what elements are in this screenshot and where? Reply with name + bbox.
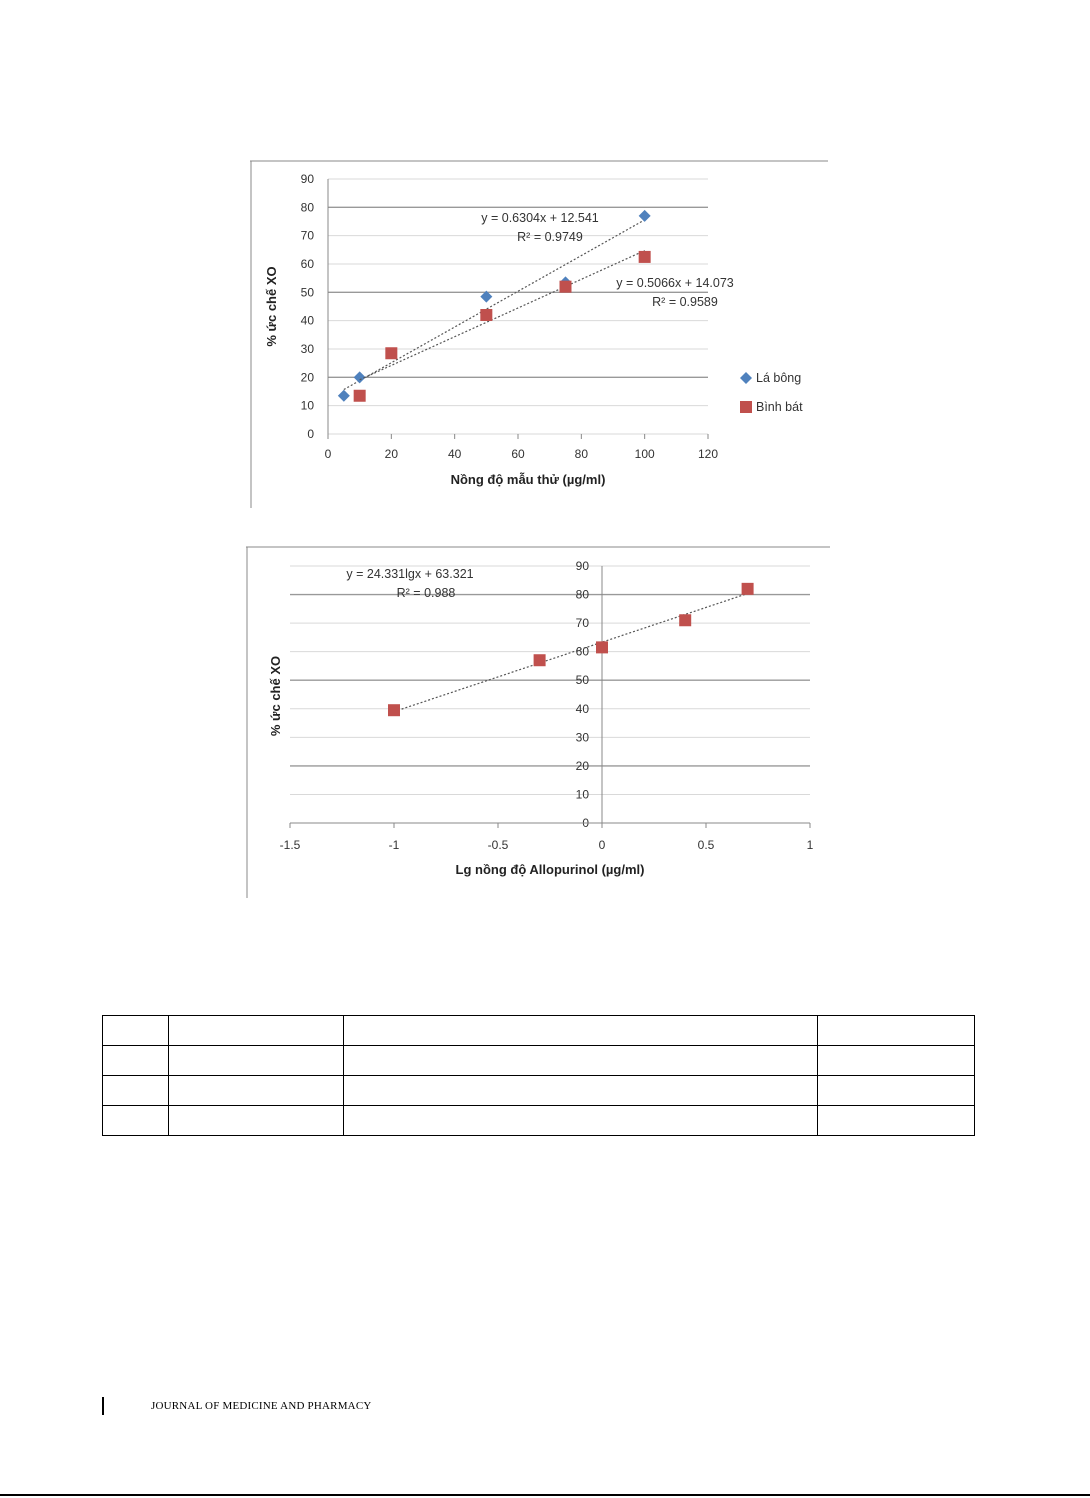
chart1-equation-0: y = 0.6304x + 12.541 <box>481 211 599 225</box>
chart2-r2: R² = 0.988 <box>396 586 456 600</box>
table-row <box>103 1106 975 1136</box>
journal-footer: JOURNAL OF MEDICINE AND PHARMACY <box>151 1400 372 1412</box>
chart2-x-tick-label: 0 <box>598 838 606 852</box>
chart2-point <box>679 614 691 626</box>
chart2-point <box>596 641 608 653</box>
chart1-y-tick-label: 20 <box>300 370 314 385</box>
chart2-x-tick-label: -1.5 <box>279 838 301 852</box>
chart1-point-series-1 <box>385 347 397 359</box>
chart1-x-axis-label: Nồng độ mẫu thử (µg/ml) <box>450 472 606 487</box>
chart1-point-series-1 <box>560 281 572 293</box>
chart1-point-series-0 <box>639 210 651 222</box>
chart1-y-tick-label: 70 <box>300 228 314 243</box>
chart1-r2-0: R² = 0.9749 <box>517 230 583 244</box>
chart1-trendline-1 <box>360 251 645 380</box>
chart2-point <box>388 704 400 716</box>
chart1-trendline-0 <box>344 220 645 390</box>
chart2-y-tick-label: 0 <box>582 816 589 830</box>
chart2-y-tick-label: 40 <box>575 701 589 716</box>
chart1-x-tick-label: 80 <box>574 447 589 461</box>
chart1-y-tick-label: 10 <box>300 398 314 413</box>
chart1-legend-marker-0 <box>740 372 752 384</box>
chart1-y-axis-label: % ức chế XO <box>264 266 279 347</box>
chart-inhibition-vs-log-allopurinol <box>246 546 832 900</box>
table-cell <box>818 1016 975 1046</box>
chart2-y-tick-label: 10 <box>575 787 589 802</box>
chart2-point <box>534 654 546 666</box>
chart2-x-tick-label: -0.5 <box>487 838 509 852</box>
chart1-x-tick-label: 40 <box>447 447 462 461</box>
chart2-y-tick-label: 80 <box>575 587 589 602</box>
chart1-point-series-1 <box>480 309 492 321</box>
chart1-equation-1: y = 0.5066x + 14.073 <box>616 276 734 290</box>
chart1-y-tick-label: 40 <box>300 313 314 328</box>
table-cell <box>103 1016 169 1046</box>
chart2-y-tick-label: 30 <box>575 730 589 745</box>
chart1-y-tick-label: 30 <box>300 342 314 356</box>
chart1-point-series-1 <box>639 251 651 263</box>
chart1-y-tick-label: 0 <box>307 427 314 441</box>
table-cell <box>818 1076 975 1106</box>
chart1-x-tick-label: 60 <box>511 447 525 461</box>
chart2-svg <box>246 546 832 900</box>
chart2-equation: y = 24.331lgx + 63.321 <box>346 567 474 581</box>
footer-rule-mark <box>102 1397 104 1415</box>
chart2-y-tick-label: 50 <box>575 673 589 688</box>
table-row <box>103 1076 975 1106</box>
page-bottom-rule <box>0 1494 1090 1496</box>
chart2-y-tick-label: 90 <box>575 559 589 573</box>
chart1-legend-label-0: Lá bông <box>756 371 802 385</box>
chart2-y-axis-label: % ức chế XO <box>268 655 283 737</box>
chart1-y-tick-label: 60 <box>300 257 314 271</box>
chart1-svg <box>250 160 830 510</box>
chart2-point <box>742 583 754 595</box>
table-cell <box>343 1046 817 1076</box>
table-cell <box>343 1076 817 1106</box>
chart-inhibition-vs-concentration <box>250 160 830 510</box>
chart2-x-tick-label: 1 <box>806 838 814 852</box>
chart1-y-tick-label: 50 <box>300 285 314 300</box>
chart1-y-tick-label: 80 <box>300 200 314 215</box>
chart1-x-tick-label: 100 <box>634 447 655 461</box>
table-cell <box>343 1016 817 1046</box>
chart1-point-series-0 <box>338 390 350 402</box>
table-cell <box>103 1076 169 1106</box>
chart2-x-tick-label: 0.5 <box>697 838 715 852</box>
chart2-y-tick-label: 70 <box>575 616 589 631</box>
chart1-legend-label-1: Bình bát <box>756 400 803 414</box>
chart2-y-tick-label: 60 <box>575 644 589 659</box>
table-cell <box>168 1016 343 1046</box>
table-cell <box>343 1106 817 1136</box>
table-cell <box>103 1106 169 1136</box>
table-row <box>103 1016 975 1046</box>
chart1-legend-marker-1 <box>740 401 752 413</box>
chart1-y-tick-label: 90 <box>300 172 314 186</box>
chart1-x-tick-label: 20 <box>384 447 399 461</box>
table-cell <box>168 1076 343 1106</box>
chart1-point-series-1 <box>354 390 366 402</box>
chart2-x-tick-label: -1 <box>388 838 400 852</box>
table-cell <box>168 1106 343 1136</box>
table-cell <box>818 1046 975 1076</box>
table-row <box>103 1046 975 1076</box>
table-cell <box>103 1046 169 1076</box>
chart1-x-tick-label: 0 <box>324 447 332 461</box>
chart2-trendline <box>394 594 748 712</box>
chart2-x-axis-label: Lg nồng độ Allopurinol (µg/ml) <box>455 862 645 877</box>
chart1-r2-1: R² = 0.9589 <box>652 295 718 309</box>
table-cell <box>168 1046 343 1076</box>
data-table <box>102 1015 975 1136</box>
chart2-y-tick-label: 20 <box>575 758 589 773</box>
table-cell <box>818 1106 975 1136</box>
chart1-x-tick-label: 120 <box>697 447 719 461</box>
